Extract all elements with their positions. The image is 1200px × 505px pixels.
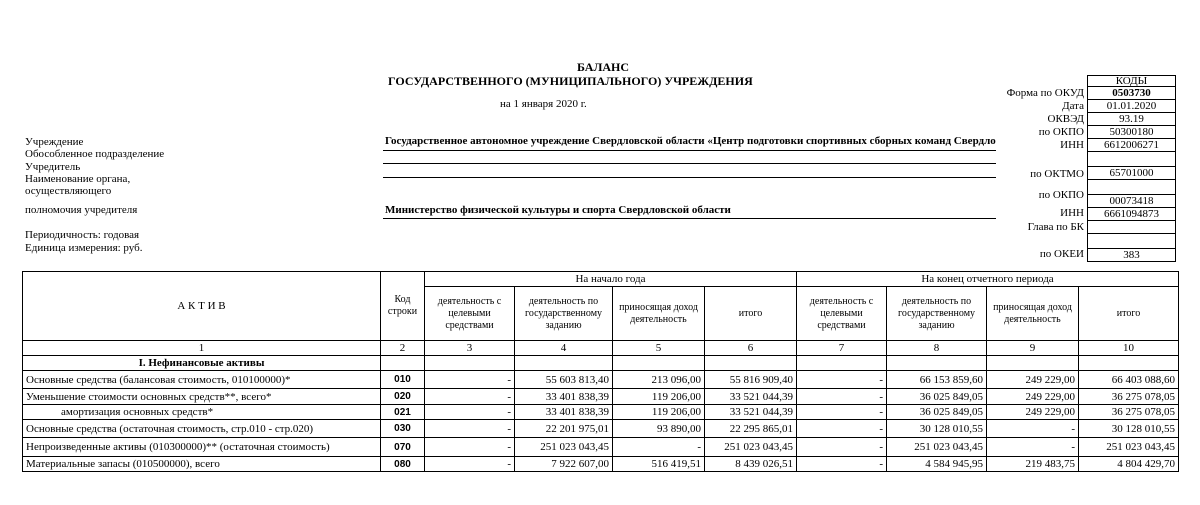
end-period-header: На конец отчетного периода: [797, 272, 1179, 287]
row-code: 020: [381, 389, 425, 405]
inn2-label: ИНН: [1060, 207, 1084, 219]
value-cell: 249 229,00: [987, 371, 1079, 389]
section-empty-cell: [613, 356, 705, 371]
value-cell: 55 603 813,40: [515, 371, 613, 389]
value-cell: 66 403 088,60: [1079, 371, 1179, 389]
authority-label-2: осуществляющего: [25, 185, 112, 197]
table-row: [23, 389, 1179, 405]
value-cell: 30 128 010,55: [1079, 420, 1179, 438]
section-row: [23, 356, 1179, 371]
table-body: [23, 371, 1179, 472]
value-cell: -: [425, 457, 515, 472]
okved-label: ОКВЭД: [1047, 113, 1084, 125]
glava-value: [1088, 221, 1175, 234]
value-cell: 55 816 909,40: [705, 371, 797, 389]
column-numbers-row: [23, 341, 1179, 356]
okved-value: 93.19: [1088, 113, 1175, 126]
value-cell: 4 584 945,95: [887, 457, 987, 472]
date-value: 01.01.2020: [1088, 100, 1175, 113]
section-empty-cell: [797, 356, 887, 371]
doc-date-line: на 1 января 2020 г.: [500, 98, 587, 110]
value-cell: 251 023 043,45: [705, 438, 797, 457]
section-empty-cell: [987, 356, 1079, 371]
okud-label: Форма по ОКУД: [1006, 87, 1084, 99]
sub-header-state-task-start: деятельность по государственному заданию: [515, 287, 613, 341]
value-cell: 249 229,00: [987, 389, 1079, 405]
okei-label: по ОКЕИ: [1039, 248, 1084, 260]
value-cell: 7 922 607,00: [515, 457, 613, 472]
value-cell: 36 025 849,05: [887, 405, 987, 420]
column-number: 10: [1079, 341, 1179, 356]
start-period-header: На начало года: [425, 272, 797, 287]
institution-label: Учреждение: [25, 136, 84, 148]
value-cell: -: [425, 438, 515, 457]
inn-value: 6612006271: [1088, 139, 1175, 152]
value-cell: 251 023 043,45: [515, 438, 613, 457]
value-cell: -: [797, 371, 887, 389]
value-cell: -: [797, 389, 887, 405]
row-name: Основные средства (балансовая стоимость, 010100000)*: [23, 371, 381, 389]
column-number: 5: [613, 341, 705, 356]
section-title: I. Нефинансовые активы: [23, 356, 381, 371]
authority-value: Министерство физической культуры и спорта Свердловской области: [385, 204, 731, 216]
value-cell: -: [613, 438, 705, 457]
founder-label: Учредитель: [25, 161, 81, 173]
okpo-value: 50300180: [1088, 126, 1175, 139]
date-label: Дата: [1062, 100, 1084, 112]
founder-underline: [383, 177, 996, 178]
value-cell: -: [797, 420, 887, 438]
section-empty-cell: [887, 356, 987, 371]
column-number: 7: [797, 341, 887, 356]
value-cell: 219 483,75: [987, 457, 1079, 472]
column-number: 8: [887, 341, 987, 356]
value-cell: 30 128 010,55: [887, 420, 987, 438]
balance-table: [22, 271, 1179, 472]
value-cell: 4 804 429,70: [1079, 457, 1179, 472]
doc-subtitle: ГОСУДАРСТВЕННОГО (МУНИЦИПАЛЬНОГО) УЧРЕЖДЕНИЯ: [388, 74, 753, 88]
row-name: Материальные запасы (010500000), всего: [23, 457, 381, 472]
section-empty-cell: [381, 356, 425, 371]
table-row: [23, 371, 1179, 389]
value-cell: 119 206,00: [613, 405, 705, 420]
value-cell: 33 401 838,39: [515, 389, 613, 405]
value-cell: 36 025 849,05: [887, 389, 987, 405]
header-row-1: [23, 272, 1179, 287]
sub-header-targeted-start: деятельность с целевыми средствами: [425, 287, 515, 341]
subdivision-label: Обособленное подразделение: [25, 148, 165, 160]
value-cell: -: [425, 420, 515, 438]
section-empty-cell: [515, 356, 613, 371]
authority-label-1: Наименование органа,: [25, 173, 131, 185]
codes-header: КОДЫ: [1088, 76, 1175, 87]
codes-empty-2: [1088, 180, 1175, 195]
value-cell: -: [797, 405, 887, 420]
sub-header-total-start: итого: [705, 287, 797, 341]
authority-label-3: полномочия учредителя: [25, 204, 138, 216]
value-cell: 66 153 859,60: [887, 371, 987, 389]
section-empty-cell: [705, 356, 797, 371]
table-row: [23, 405, 1179, 420]
value-cell: -: [425, 405, 515, 420]
value-cell: -: [425, 371, 515, 389]
column-number: 3: [425, 341, 515, 356]
okei-value: 383: [1123, 249, 1140, 261]
row-name: Уменьшение стоимости основных средств**, всего*: [23, 389, 381, 405]
sub-header-income-end: приносящая доход деятельность: [987, 287, 1079, 341]
authority-underline: [383, 218, 996, 219]
section-empty-cell: [1079, 356, 1179, 371]
oktmo-label: по ОКТМО: [1030, 168, 1084, 180]
value-cell: 251 023 043,45: [1079, 438, 1179, 457]
value-cell: 8 439 026,51: [705, 457, 797, 472]
row-code: 080: [381, 457, 425, 472]
period-label: Периодичность: годовая: [25, 229, 140, 241]
value-cell: -: [425, 389, 515, 405]
value-cell: 36 275 078,05: [1079, 389, 1179, 405]
row-name: Основные средства (остаточная стоимость, стр.010 - стр.020): [23, 420, 381, 438]
okpo2-value: 00073418: [1088, 195, 1175, 208]
sub-header-total-end: итого: [1079, 287, 1179, 341]
value-cell: 22 201 975,01: [515, 420, 613, 438]
column-number: 9: [987, 341, 1079, 356]
table-row: [23, 457, 1179, 472]
table-row: [23, 420, 1179, 438]
okpo2-label: по ОКПО: [1038, 189, 1084, 201]
column-number: 4: [515, 341, 613, 356]
sub-header-state-task-end: деятельность по государственному заданию: [887, 287, 987, 341]
value-cell: 249 229,00: [987, 405, 1079, 420]
code-header: Код строки: [381, 272, 425, 341]
value-cell: 22 295 865,01: [705, 420, 797, 438]
value-cell: 33 401 838,39: [515, 405, 613, 420]
codes-box: [1087, 75, 1176, 262]
value-cell: 251 023 043,45: [887, 438, 987, 457]
value-cell: 36 275 078,05: [1079, 405, 1179, 420]
institution-underline: [383, 150, 996, 151]
asset-header: А К Т И В: [23, 272, 381, 341]
inn-label: ИНН: [1060, 139, 1084, 151]
doc-title: БАЛАНС: [577, 60, 630, 74]
value-cell: 33 521 044,39: [705, 405, 797, 420]
column-number: 1: [23, 341, 381, 356]
value-cell: 119 206,00: [613, 389, 705, 405]
value-cell: -: [987, 438, 1079, 457]
value-cell: -: [797, 457, 887, 472]
row-code: 030: [381, 420, 425, 438]
institution-value: Государственное автономное учреждение Свердловской области «Центр подготовки спортивных сборных команд Свердло: [385, 135, 996, 147]
okpo-label: по ОКПО: [1038, 126, 1084, 138]
value-cell: 516 419,51: [613, 457, 705, 472]
value-cell: -: [797, 438, 887, 457]
codes-empty-3: [1088, 234, 1175, 249]
row-code: 021: [381, 405, 425, 420]
row-code: 070: [381, 438, 425, 457]
table-row: [23, 438, 1179, 457]
inn2-value: 6661094873: [1088, 208, 1175, 221]
glava-label: Глава по БК: [1027, 221, 1084, 233]
row-name: Непроизведенные активы (010300000)** (остаточная стоимость): [23, 438, 381, 457]
subdivision-underline: [383, 163, 996, 164]
value-cell: 33 521 044,39: [705, 389, 797, 405]
sub-header-income-start: приносящая доход деятельность: [613, 287, 705, 341]
row-name: амортизация основных средств*: [23, 405, 381, 420]
column-number: 2: [381, 341, 425, 356]
row-code: 010: [381, 371, 425, 389]
value-cell: 93 890,00: [613, 420, 705, 438]
unit-label: Единица измерения: руб.: [25, 242, 143, 254]
oktmo-value: 65701000: [1088, 167, 1175, 180]
section-empty-cell: [425, 356, 515, 371]
column-number: 6: [705, 341, 797, 356]
sub-header-targeted-end: деятельность с целевыми средствами: [797, 287, 887, 341]
okud-value: 0503730: [1088, 87, 1175, 100]
codes-empty-1: [1088, 152, 1175, 167]
value-cell: -: [987, 420, 1079, 438]
value-cell: 213 096,00: [613, 371, 705, 389]
